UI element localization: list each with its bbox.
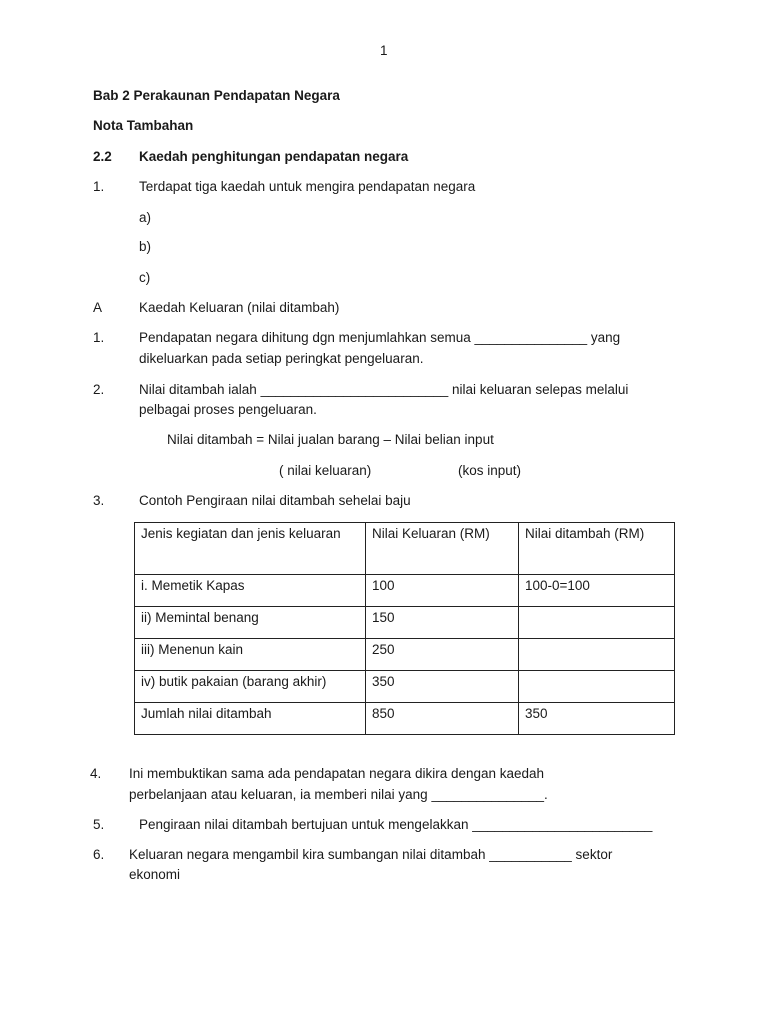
cell-output-value: 350 xyxy=(366,671,519,703)
cell-value-added xyxy=(519,607,675,639)
subitem-a: a) xyxy=(139,210,152,225)
table-row xyxy=(135,575,675,607)
item-number: 4. xyxy=(90,766,102,781)
item-number: 2. xyxy=(93,382,105,397)
cell-activity: iv) butik pakaian (barang akhir) xyxy=(135,671,366,703)
cell-activity: ii) Memintal benang xyxy=(135,607,366,639)
page-number: 1 xyxy=(380,43,388,58)
item-text: Terdapat tiga kaedah untuk mengira pendapatan negara xyxy=(139,179,476,194)
cell-output-value: 850 xyxy=(366,703,519,735)
cell-activity: Jumlah nilai ditambah xyxy=(135,703,366,735)
table-row xyxy=(135,607,675,639)
item-number: 1. xyxy=(93,330,105,345)
item-number: 5. xyxy=(93,817,105,832)
item-number: 6. xyxy=(93,847,105,862)
section-a-label: A xyxy=(93,300,103,315)
item-text-line1: Nilai ditambah ialah _________________________ nilai keluaran selepas melalui xyxy=(139,382,629,397)
item-number: 1. xyxy=(93,179,105,194)
cell-value-added: 100-0=100 xyxy=(519,575,675,607)
formula-note-output: ( nilai keluaran) xyxy=(279,463,372,478)
value-added-table xyxy=(134,522,675,735)
item-text-line1: Ini membuktikan sama ada pendapatan negara dikira dengan kaedah xyxy=(129,766,545,781)
table-row xyxy=(135,639,675,671)
table-header-row xyxy=(135,523,675,575)
subitem-c: c) xyxy=(139,270,151,285)
cell-value-added xyxy=(519,639,675,671)
formula: Nilai ditambah = Nilai jualan barang – Nilai belian input xyxy=(167,432,494,447)
item-text: Contoh Pengiraan nilai ditambah sehelai baju xyxy=(139,493,411,508)
table-total-row xyxy=(135,703,675,735)
formula-note-input: (kos input) xyxy=(458,463,522,478)
item-text: Pengiraan nilai ditambah bertujuan untuk mengelakkan ________________________ xyxy=(139,817,653,832)
cell-output-value: 250 xyxy=(366,639,519,671)
cell-output-value: 150 xyxy=(366,607,519,639)
item-text-line2: pelbagai proses pengeluaran. xyxy=(139,402,317,417)
section-number: 2.2 xyxy=(93,149,112,164)
cell-activity: i. Memetik Kapas xyxy=(135,575,366,607)
cell-output-value: 100 xyxy=(366,575,519,607)
item-text-line2: perbelanjaan atau keluaran, ia memberi nilai yang _______________. xyxy=(129,787,548,802)
item-text-line1: Pendapatan negara dihitung dgn menjumlahkan semua _______________ yang xyxy=(139,330,621,345)
subitem-b: b) xyxy=(139,239,152,254)
section-a-title: Kaedah Keluaran (nilai ditambah) xyxy=(139,300,340,315)
header-output-value: Nilai Keluaran (RM) xyxy=(366,523,519,575)
item-number: 3. xyxy=(93,493,105,508)
notes-heading: Nota Tambahan xyxy=(93,118,194,133)
cell-activity: iii) Menenun kain xyxy=(135,639,366,671)
header-activity: Jenis kegiatan dan jenis keluaran xyxy=(135,523,366,575)
item-text-line2: dikeluarkan pada setiap peringkat pengeluaran. xyxy=(139,351,424,366)
cell-value-added: 350 xyxy=(519,703,675,735)
item-text-line2: ekonomi xyxy=(129,867,181,882)
section-title: Kaedah penghitungan pendapatan negara xyxy=(139,149,409,164)
cell-value-added xyxy=(519,671,675,703)
chapter-title: Bab 2 Perakaunan Pendapatan Negara xyxy=(93,88,340,103)
table-row xyxy=(135,671,675,703)
header-value-added: Nilai ditambah (RM) xyxy=(519,523,675,575)
item-text-line1: Keluaran negara mengambil kira sumbangan nilai ditambah ___________ sektor xyxy=(129,847,613,862)
